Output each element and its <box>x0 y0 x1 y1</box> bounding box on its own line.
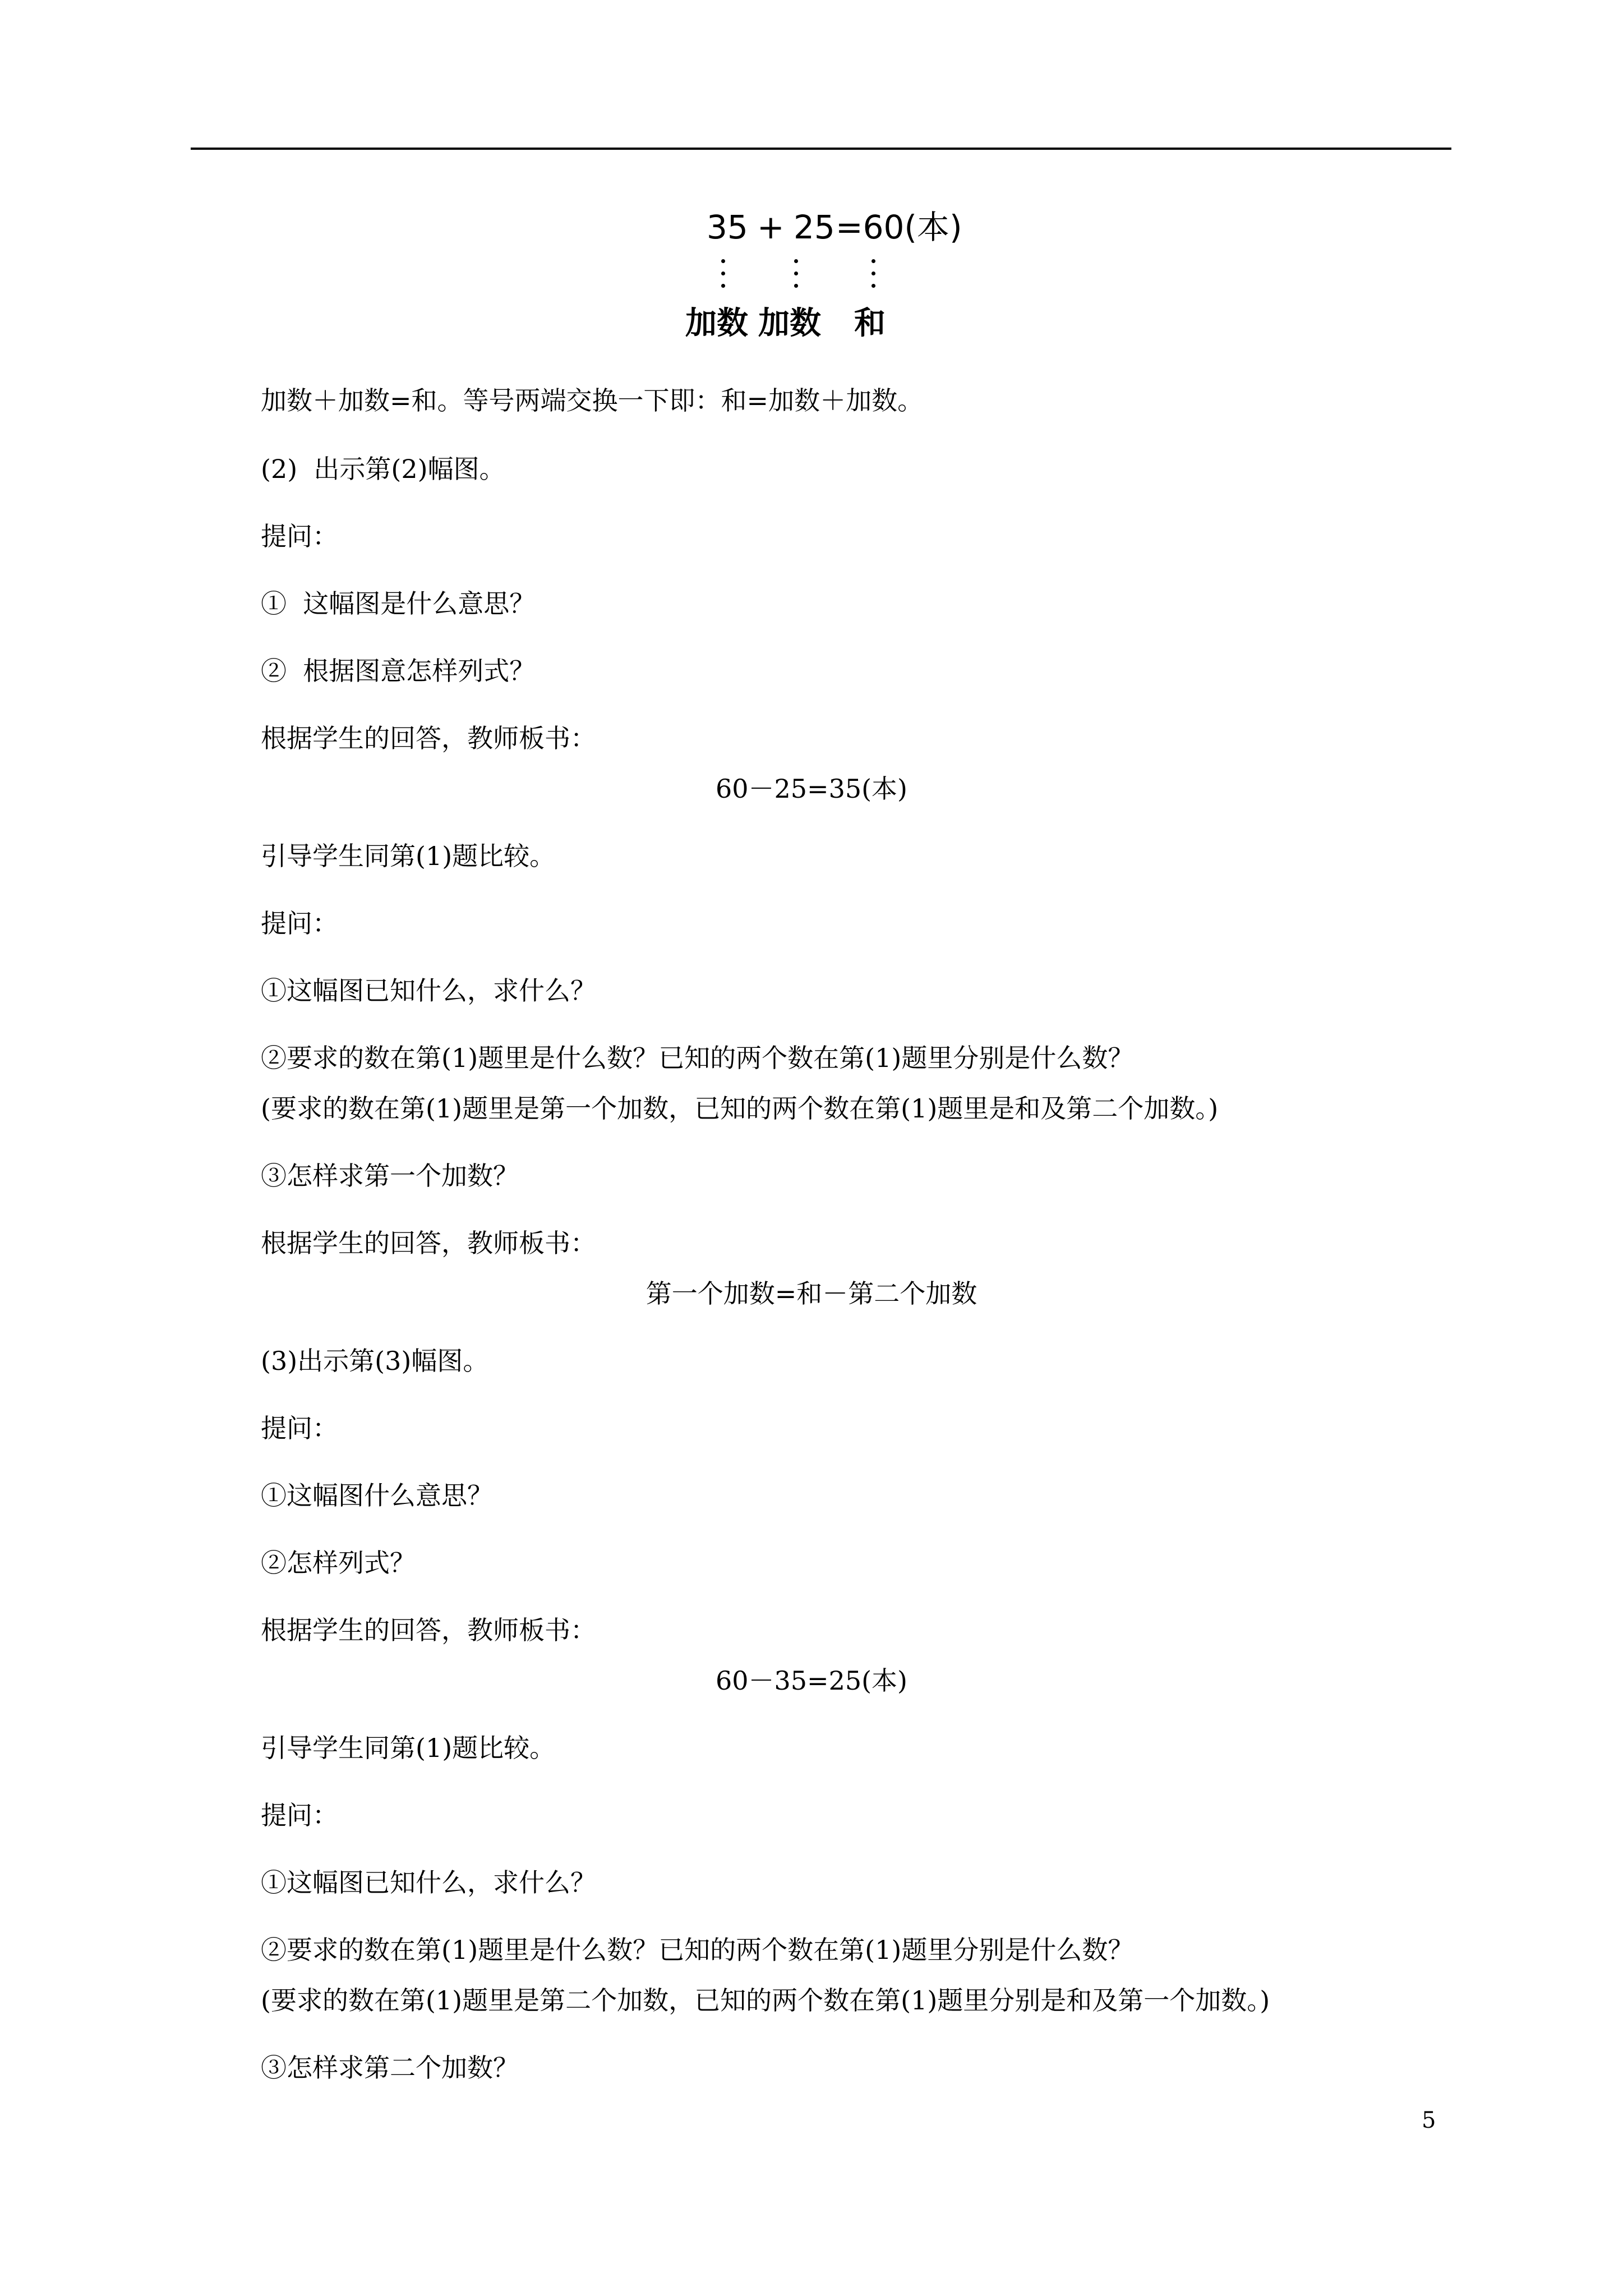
paragraph: (要求的数在第(1)题里是第二个加数，已知的两个数在第(1)题里分别是和及第一个加数。) <box>261 1985 1270 2016</box>
paragraph: (2) 出示第(2)幅图。 <box>261 454 505 484</box>
paragraph: 根据学生的回答，教师板书： <box>261 1228 596 1258</box>
paragraph: 提问： <box>261 1800 338 1830</box>
paragraph: 根据学生的回答，教师板书： <box>261 1615 596 1645</box>
label-addend-2: 加数 <box>758 305 821 342</box>
paragraph: ③怎样求第二个加数？ <box>261 2053 519 2083</box>
equation-addend-2: 25 <box>794 208 835 246</box>
paragraph: ②怎样列式？ <box>261 1548 416 1578</box>
page-number: 5 <box>1422 2108 1436 2133</box>
paragraph: ①这幅图已知什么，求什么？ <box>261 976 596 1006</box>
paragraph: 根据学生的回答，教师板书： <box>261 723 596 753</box>
board-formula: 第一个加数=和－第二个加数 <box>645 1278 978 1309</box>
board-equation: 60－35=25(本) <box>715 1665 908 1696</box>
paragraph: (3)出示第(3)幅图。 <box>261 1346 489 1376</box>
paragraph: ② 根据图意怎样列式？ <box>261 656 536 686</box>
paragraph: 提问： <box>261 1413 338 1443</box>
paragraph: ③怎样求第一个加数？ <box>261 1161 519 1191</box>
board-equation: 60－25=35(本) <box>715 774 908 804</box>
equation-plus-sign: + <box>757 208 785 246</box>
equation-addend-1: 35 <box>707 208 748 246</box>
vertical-dots-icon <box>791 259 802 293</box>
paragraph: (要求的数在第(1)题里是第一个加数，已知的两个数在第(1)题里是和及第二个加数。) <box>261 1093 1219 1124</box>
paragraph: ②要求的数在第(1)题里是什么数？已知的两个数在第(1)题里分别是什么数？ <box>261 1935 1134 1965</box>
addition-figure <box>673 208 987 359</box>
paragraph: 提问： <box>261 908 338 938</box>
paragraph: ②要求的数在第(1)题里是什么数？已知的两个数在第(1)题里分别是什么数？ <box>261 1043 1134 1073</box>
label-addend-1: 加数 <box>685 305 748 342</box>
paragraph: 提问： <box>261 521 338 551</box>
vertical-dots-icon <box>868 259 879 293</box>
paragraph: ①这幅图已知什么，求什么？ <box>261 1867 596 1898</box>
paragraph: 引导学生同第(1)题比较。 <box>261 1733 556 1763</box>
paragraph: 加数＋加数=和。等号两端交换一下即：和=加数＋加数。 <box>261 385 924 416</box>
header-rule <box>191 148 1451 150</box>
vertical-dots-icon <box>718 259 729 293</box>
label-sum: 和 <box>854 305 886 342</box>
paragraph: ①这幅图什么意思？ <box>261 1480 493 1511</box>
equation-result: =60(本) <box>836 208 962 246</box>
paragraph: ① 这幅图是什么意思？ <box>261 588 536 619</box>
paragraph: 引导学生同第(1)题比较。 <box>261 841 556 871</box>
